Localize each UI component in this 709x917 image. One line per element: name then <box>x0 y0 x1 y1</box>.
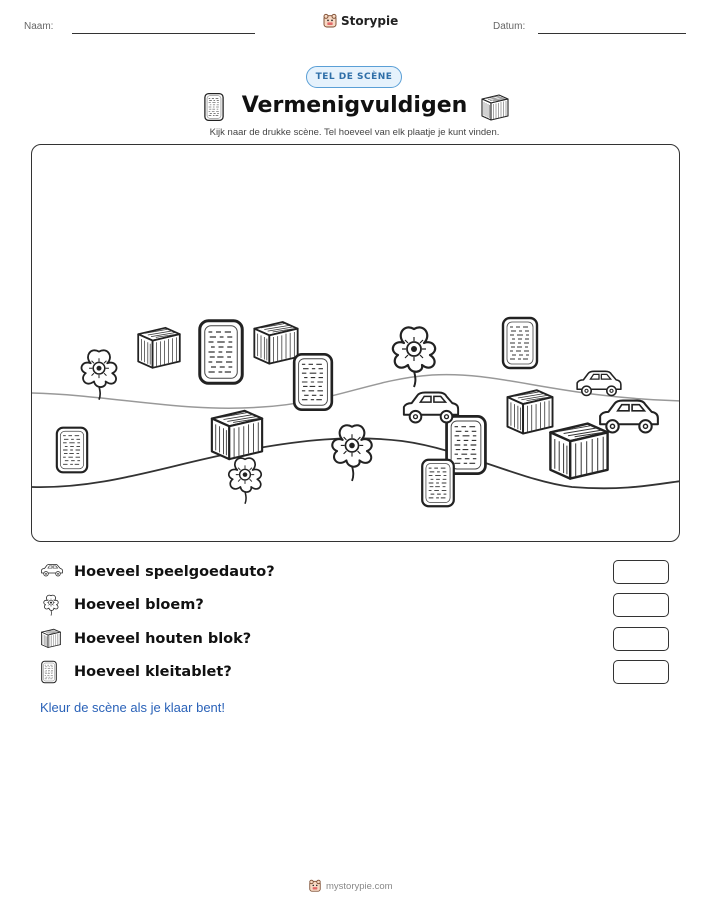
storypie-mascot-icon <box>322 13 338 29</box>
date-line[interactable] <box>538 33 686 34</box>
clay-tablet-6 <box>422 460 454 506</box>
question-text: Hoeveel houten blok? <box>74 631 252 647</box>
wooden-block-5 <box>550 424 607 479</box>
page-title: Vermenigvuldigen <box>241 93 468 118</box>
instructions: Kijk naar de drukke scène. Tel hoeveel van elk plaatje je kunt vinden. <box>209 127 500 138</box>
flower-icon <box>40 593 62 617</box>
answer-box-clay-tablet[interactable] <box>613 660 669 684</box>
toy-car-1 <box>577 371 621 395</box>
clay-tablet-4 <box>57 428 87 473</box>
name-label: Naam: <box>24 21 54 32</box>
clay-tablet-2 <box>294 354 332 409</box>
answer-box-toy-car[interactable] <box>613 560 669 584</box>
toy-car-icon <box>40 562 64 578</box>
clay-tablet-1 <box>200 321 243 384</box>
wooden-block-4 <box>507 390 552 433</box>
flower-4 <box>229 458 261 504</box>
answer-box-wooden-block[interactable] <box>613 627 669 651</box>
category-badge: TEL DE SCÈNE <box>306 66 402 88</box>
question-toy-car <box>40 560 670 588</box>
wooden-block-1 <box>138 328 180 368</box>
question-text: Hoeveel kleitablet? <box>74 664 232 680</box>
question-flower <box>40 593 670 621</box>
wooden-block-3 <box>212 411 262 459</box>
name-line[interactable] <box>72 33 255 34</box>
closing-instruction: Kleur de scène als je klaar bent! <box>40 700 225 715</box>
toy-car-2 <box>404 392 458 422</box>
scene-drawing <box>32 145 680 542</box>
flower-3 <box>332 425 371 481</box>
wooden-block-icon <box>40 627 62 649</box>
counting-scene <box>31 144 680 542</box>
flower-2 <box>393 327 435 387</box>
answer-box-flower[interactable] <box>613 593 669 617</box>
storypie-mascot-icon <box>308 879 322 893</box>
date-label: Datum: <box>493 21 526 32</box>
toy-car-3 <box>600 401 658 433</box>
clay-tablet-3 <box>503 318 537 368</box>
wooden-block-icon <box>480 92 510 122</box>
question-text: Hoeveel bloem? <box>74 597 204 613</box>
footer-url[interactable]: mystorypie.com <box>326 880 393 892</box>
wooden-block-2 <box>254 322 297 364</box>
question-text: Hoeveel speelgoedauto? <box>74 564 275 580</box>
flower-1 <box>81 350 116 399</box>
brand-name: Storypie <box>341 14 399 28</box>
storypie-logo <box>322 13 398 29</box>
footer <box>308 879 393 893</box>
question-clay-tablet <box>40 660 670 688</box>
question-wooden-block <box>40 627 670 655</box>
clay-tablet-icon <box>40 660 58 684</box>
